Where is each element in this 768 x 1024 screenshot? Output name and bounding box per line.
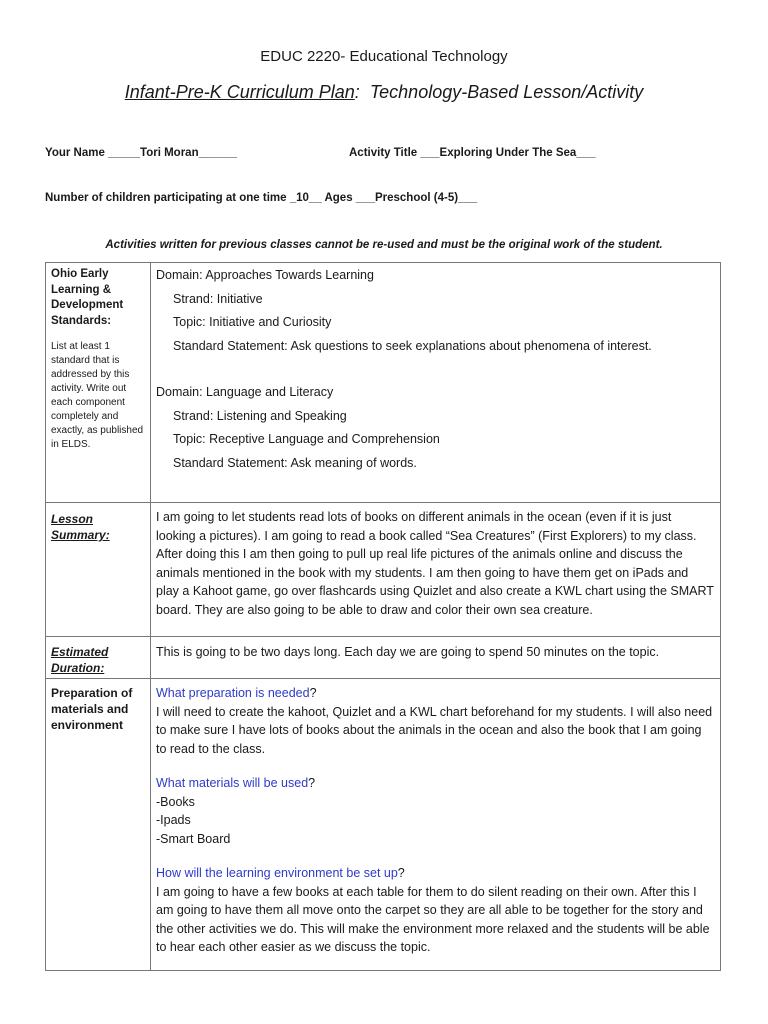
materials-question-text: What materials will be used [156, 776, 309, 790]
lesson-summary-row [46, 503, 721, 637]
preparation-question [156, 684, 714, 703]
material-item: -Smart Board [156, 831, 231, 846]
environment-question [156, 864, 714, 883]
statement-1: Standard Statement: Ask questions to seek explanations about phenomena of interest. [173, 338, 652, 353]
standards-label: Ohio Early Learning & Development Standards: [51, 268, 124, 327]
standards-row [46, 263, 721, 503]
statement-2: Standard Statement: Ask meaning of words. [173, 455, 417, 470]
preparation-content-cell [151, 679, 721, 971]
lesson-summary-label: Lesson Summary: [51, 512, 110, 542]
material-item: -Ipads [156, 813, 191, 827]
lesson-summary-label-cell [46, 503, 151, 637]
environment-answer: I am going to have a few books at each table for them to do silent reading on their own. After this I am going to have them all move onto the carpet so they are all able to be together for the story and the other activities we do. This will make the environment more relaxed and the students will be able to hear each other easier as we discuss the topic. [156, 884, 710, 954]
topic-2: Topic: Receptive Language and Comprehension [173, 432, 440, 446]
spacer [156, 758, 714, 774]
domain-2: Domain: Language and Literacy [156, 385, 334, 399]
spacer [156, 358, 714, 381]
lesson-summary-text: I am going to let students read lots of books on different animals in the ocean (even if it is just looking a pictures). I am going to read a book called “Sea Creatures” (First Explorers) to my class. After doing this I am then going to pull up real life pictures of the animals online and discuss the animals mentioned in the book with my students. I am then going to have them get on iPads and play a Kahoot game, go over flashcards using Quizlet and also create a KWL chart using the SMART board. They are also going to be able to draw and color their own sea creature. [151, 503, 721, 637]
preparation-answer: I will need to create the kahoot, Quizlet and a KWL chart beforehand for my students. I will also need to make sure I have lots of books about the animals in the ocean and also the book that I am going to read to the class. [156, 704, 713, 756]
preparation-label-cell [46, 679, 151, 971]
strand-2: Strand: Listening and Speaking [173, 408, 347, 423]
preparation-row [46, 679, 721, 971]
original-work-notice: Activities written for previous classes cannot be re-used and must be the original work of the student. [105, 239, 663, 251]
children-ages-field: Number of children participating at one time _10__ Ages ___Preschool (4-5)___ [45, 192, 478, 204]
standards-instructions: List at least 1 standard that is addressed by this activity. Write out each component completely and exactly, as published in ELDS. [51, 341, 144, 450]
material-item: -Books [156, 794, 195, 809]
spacer [156, 848, 714, 864]
materials-question [156, 774, 714, 793]
your-name-field: Your Name _____Tori Moran______ [45, 147, 237, 159]
question-mark: ? [308, 776, 316, 790]
plan-title-colon: : [354, 82, 360, 102]
environment-question-text: How will the learning environment be set up [156, 866, 398, 880]
duration-label-cell [46, 637, 151, 679]
plan-title-rest: Technology-Based Lesson/Activity [369, 82, 644, 102]
preparation-label: Preparation of materials and environment [51, 686, 133, 732]
preparation-question-text: What preparation is needed [156, 686, 310, 700]
duration-label: Estimated Duration: [51, 645, 109, 675]
activity-title-field: Activity Title ___Exploring Under The Sea___ [349, 147, 596, 159]
question-mark: ? [309, 686, 317, 700]
course-title: EDUC 2220- Educational Technology [260, 48, 508, 65]
question-mark: ? [397, 866, 405, 880]
duration-text: This is going to be two days long. Each day we are going to spend 50 minutes on the topic. [151, 637, 721, 679]
plan-title [0, 82, 768, 103]
topic-1: Topic: Initiative and Curiosity [173, 315, 332, 329]
standards-content-cell [151, 263, 721, 503]
standards-label-cell [46, 263, 151, 503]
curriculum-plan-table [45, 262, 721, 971]
duration-row [46, 637, 721, 679]
plan-title-underlined: Infant-Pre-K Curriculum Plan [124, 82, 355, 102]
domain-1: Domain: Approaches Towards Learning [156, 268, 374, 282]
strand-1: Strand: Initiative [173, 291, 263, 306]
